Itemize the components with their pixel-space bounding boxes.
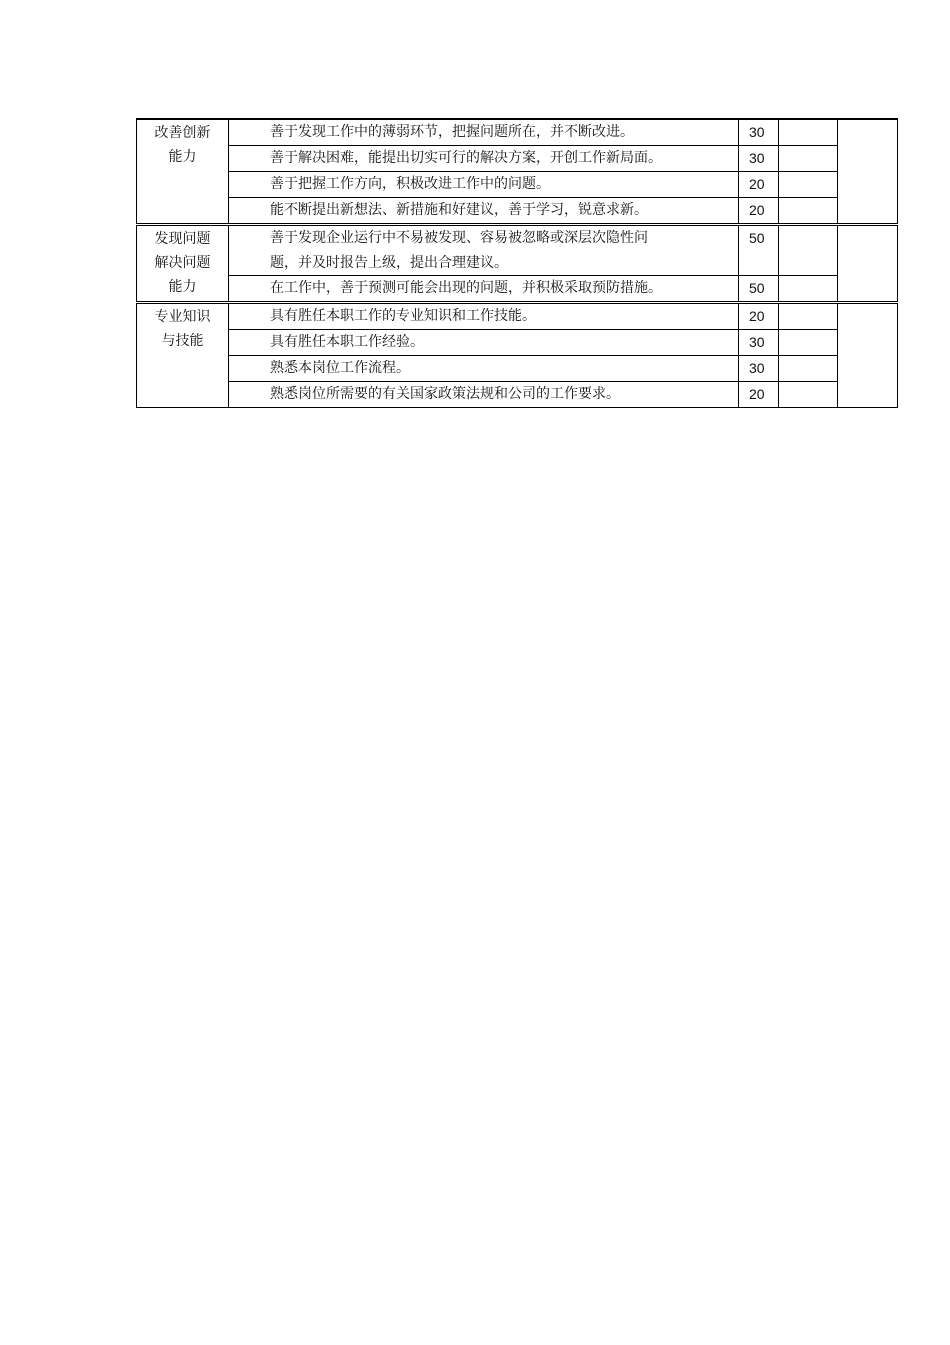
blank-cell — [779, 119, 838, 146]
category-label: 发现问题 — [154, 231, 211, 247]
score-value: 30 — [739, 146, 779, 172]
table-row — [137, 119, 898, 146]
criterion-text: 善于发现工作中的薄弱环节，把握问题所在，并不断改进。 — [229, 119, 739, 146]
category-label: 改善创新 — [154, 125, 211, 141]
criterion-text: 善于解决困难，能提出切实可行的解决方案，开创工作新局面。 — [229, 146, 739, 172]
criterion-text: 能不断提出新想法、新措施和好建议，善于学习，锐意求新。 — [229, 198, 739, 225]
score-value: 20 — [739, 303, 779, 330]
criterion-text: 善于把握工作方向，积极改进工作中的问题。 — [229, 172, 739, 198]
blank-cell — [779, 382, 838, 408]
table-row — [137, 198, 898, 225]
criterion-text: 在工作中，善于预测可能会出现的问题，并积极采取预防措施。 — [229, 276, 739, 303]
criterion-text: 熟悉岗位所需要的有关国家政策法规和公司的工作要求。 — [229, 382, 739, 408]
score-value: 20 — [739, 172, 779, 198]
table-row — [137, 303, 898, 330]
category-label: 解决问题 — [154, 255, 211, 271]
category-label: 专业知识 — [154, 309, 211, 325]
blank-cell — [838, 303, 898, 408]
evaluation-table — [136, 118, 898, 408]
criterion-text: 熟悉本岗位工作流程。 — [229, 356, 739, 382]
blank-cell — [779, 146, 838, 172]
criterion-text-line: 善于发现企业运行中不易被发现、容易被忽略或深层次隐性问 — [270, 230, 648, 246]
table-row — [137, 382, 898, 408]
score-value: 50 — [739, 225, 779, 276]
score-value: 20 — [739, 198, 779, 225]
score-value: 20 — [739, 382, 779, 408]
blank-cell — [779, 276, 838, 303]
category-cell — [137, 303, 229, 408]
blank-cell — [779, 225, 838, 276]
criterion-text: 具有胜任本职工作经验。 — [229, 330, 739, 356]
score-value: 50 — [739, 276, 779, 303]
criterion-text-line: 题，并及时报告上级，提出合理建议。 — [270, 254, 508, 271]
score-value: 30 — [739, 330, 779, 356]
blank-cell — [779, 198, 838, 225]
score-value: 30 — [739, 356, 779, 382]
category-label: 能力 — [168, 149, 197, 165]
table-row — [137, 225, 898, 276]
table-row — [137, 330, 898, 356]
criterion-text: 具有胜任本职工作的专业知识和工作技能。 — [229, 303, 739, 330]
table-row — [137, 172, 898, 198]
blank-cell — [779, 330, 838, 356]
blank-cell — [779, 356, 838, 382]
blank-cell — [838, 119, 898, 225]
table-row — [137, 146, 898, 172]
criterion-text — [229, 225, 739, 276]
blank-cell — [779, 303, 838, 330]
category-label: 能力 — [168, 279, 197, 295]
table-row — [137, 276, 898, 303]
table-row — [137, 356, 898, 382]
blank-cell — [779, 172, 838, 198]
evaluation-sheet — [136, 118, 897, 408]
category-cell — [137, 225, 229, 303]
category-label: 与技能 — [161, 333, 204, 349]
score-value: 30 — [739, 119, 779, 146]
blank-cell — [838, 225, 898, 303]
category-cell — [137, 119, 229, 225]
